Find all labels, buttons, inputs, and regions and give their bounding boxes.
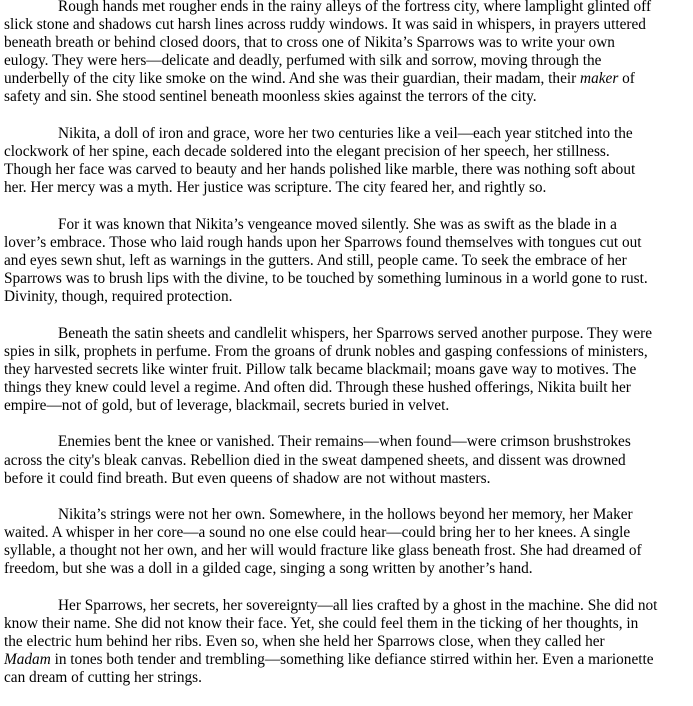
text-line: safety and sin. She stood sentinel beneath moonless skies against the terrors of the city. (4, 88, 537, 106)
text-line: slick stone and shadows cut harsh lines across ruddy windows. It was said in whispers, in prayers uttered (4, 16, 646, 34)
text-line: syllable, a thought not her own, and her will would fracture like glass beneath frost. She had dreamed of (4, 542, 642, 560)
text-line: and eyes sewn shut, left as warnings in the gutters. And still, people came. To seek the embrace of her (4, 251, 627, 269)
paragraph-7 (4, 597, 692, 687)
text-line-with-emphasis (4, 651, 692, 669)
text-line: Sparrows was to brush lips with the divine, to be touched by something luminous in a world gone to rust. (4, 270, 648, 287)
text-line: waited. A whisper in her core—a sound no one else could hear—could bring her to her knees. A single (4, 524, 631, 542)
text-line: beneath breath or behind closed doors, that to cross one of Nikita’s Sparrows was to write your own (4, 34, 615, 52)
emphasis-word: Madam (4, 651, 51, 669)
text-run: underbelly of the city like smoke on the wind. And she was their guardian, their madam, their (4, 70, 581, 88)
text-line: her. Her mercy was a myth. Her justice was scripture. The city feared her, and rightly so. (4, 179, 547, 197)
text-line: Her Sparrows, her secrets, her sovereignty—all lies crafted by a ghost in the machine. She did not (58, 596, 658, 614)
document-body (4, 0, 692, 706)
text-run: in tones both tender and trembling—something like defiance stirred within her. Even a marionette (50, 651, 654, 669)
text-run: of (618, 70, 635, 88)
text-line: Rough hands met rougher ends in the rainy alleys of the fortress city, where lamplight glinted off (58, 0, 652, 15)
text-line: before it could find breath. But even queens of shadow are not without masters. (4, 469, 491, 487)
text-line: empire—not of gold, but of leverage, blackmail, secrets buried in velvet. (4, 396, 450, 414)
text-line-with-emphasis (4, 70, 692, 88)
paragraph-2 (4, 125, 692, 197)
text-line: Though her face was carved to beauty and her hands polished like marble, there was nothing soft about (4, 161, 636, 179)
text-line: Nikita, a doll of iron and grace, wore her two centuries like a veil—each year stitched into the (58, 124, 633, 142)
paragraph-4 (4, 325, 692, 415)
text-line: can dream of cutting her strings. (4, 669, 202, 687)
text-line: things they knew could level a regime. And often did. Through these hushed offerings, Nikita built her (4, 378, 631, 396)
text-line: Nikita’s strings were not her own. Somewhere, in the hollows beyond her memory, her Maker (58, 506, 633, 524)
emphasis-word: maker (580, 70, 619, 88)
text-line: lover’s embrace. Those who laid rough hands upon her Sparrows found themselves with tongues cut out (4, 233, 642, 251)
text-line: spies in silk, prophets in perfume. From the groans of drunk nobles and gasping confessions of ministers, (4, 342, 648, 360)
text-line: freedom, but she was a doll in a gilded cage, singing a song written by another’s hand. (4, 560, 533, 578)
paragraph-6 (4, 506, 692, 578)
text-line: they harvested secrets like winter fruit. Pillow talk became blackmail; moans gave way to motives. The (4, 360, 637, 378)
text-line: across the city's bleak canvas. Rebellion died in the sweat dampened sheets, and dissent was drowned (4, 451, 626, 469)
text-line: For it was known that Nikita’s vengeance moved silently. She was as swift as the blade in a (58, 215, 617, 233)
paragraph-5 (4, 433, 692, 487)
text-line: eulogy. They were hers—delicate and deadly, perfumed with silk and sorrow, moving through the (4, 52, 602, 70)
text-line: Divinity, though, required protection. (4, 288, 233, 306)
paragraph-3 (4, 216, 692, 306)
text-line: know their name. She did not know their face. Yet, she could feel them in the ticking of her thoughts, in (4, 614, 639, 632)
text-line: the electric hum behind her ribs. Even so, when she held her Sparrows close, when they called her (4, 633, 605, 651)
paragraph-1 (4, 0, 692, 107)
text-line: Enemies bent the knee or vanished. Their remains—when found—were crimson brushstrokes (58, 433, 631, 451)
text-line: Beneath the satin sheets and candlelit whispers, her Sparrows served another purpose. They were (58, 324, 652, 342)
text-line: clockwork of her spine, each decade soldered into the elegant precision of her speech, her stillness. (4, 143, 610, 161)
